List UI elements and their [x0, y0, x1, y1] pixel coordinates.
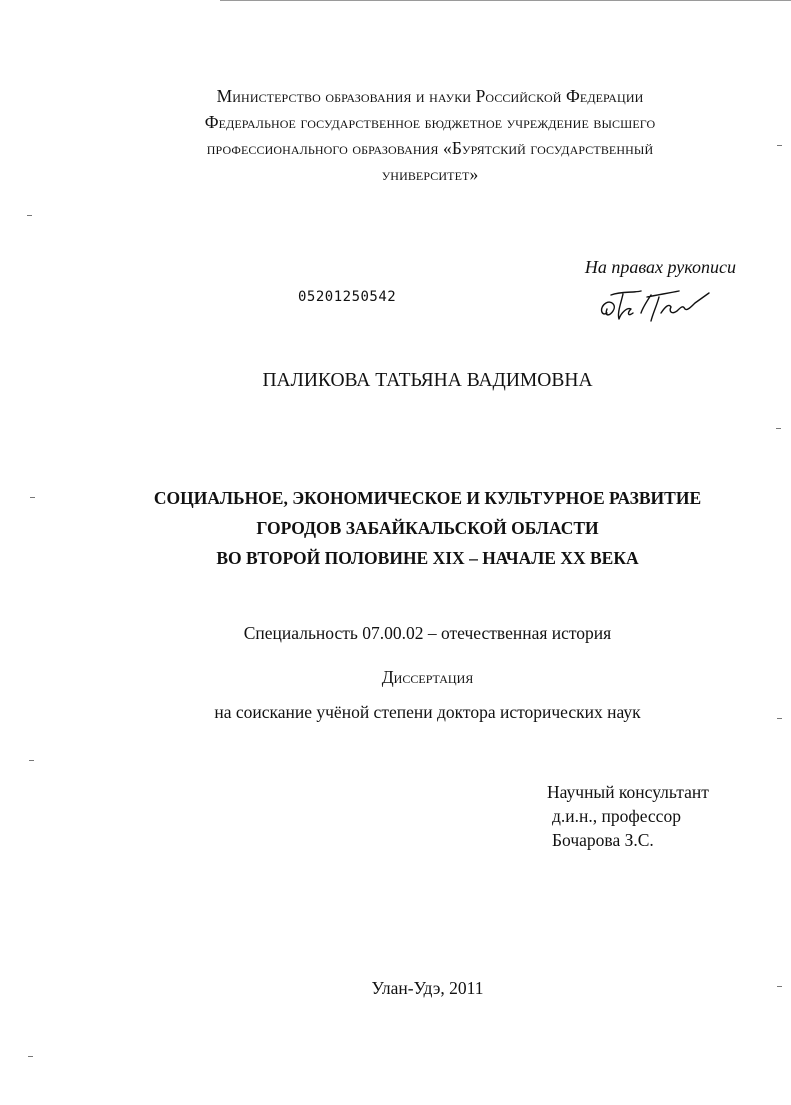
document-code: 05201250542 [298, 289, 397, 305]
degree-line: на соискание учёной степени доктора исторических наук [214, 702, 641, 722]
specialty-line: Специальность 07.00.02 – отечественная история [243, 623, 612, 643]
title-line: СОЦИАЛЬНОЕ, ЭКОНОМИЧЕСКОЕ И КУЛЬТУРНОЕ РАЗВИТИЕ [153, 488, 702, 508]
scan-speck [29, 760, 34, 761]
scan-speck [27, 215, 32, 216]
header-line: Федеральное государственное бюджетное учреждение высшего [204, 112, 656, 132]
scan-speck [777, 145, 782, 146]
header-line: университет» [381, 164, 479, 184]
document-type: Диссертация [381, 667, 474, 687]
author-name: ПАЛИКОВА ТАТЬЯНА ВАДИМОВНА [262, 370, 593, 391]
header-line: профессионального образования «Бурятский государственный [206, 138, 654, 158]
consultant-name: Бочарова З.С. [552, 830, 654, 850]
scan-speck [28, 1056, 33, 1057]
signature-icon [597, 283, 712, 325]
institution-header [120, 83, 740, 187]
manuscript-note: На правах рукописи [584, 257, 736, 277]
title-line: ВО ВТОРОЙ ПОЛОВИНЕ XIX – НАЧАЛЕ XX ВЕКА [216, 548, 639, 568]
scientific-consultant [547, 780, 709, 852]
consultant-credentials: д.и.н., профессор [552, 806, 681, 826]
dissertation-title [0, 483, 791, 573]
scan-speck [776, 428, 781, 429]
header-line: Министерство образования и науки Российской Федерации [216, 86, 644, 106]
consultant-role: Научный консультант [547, 782, 709, 802]
scan-border-line [220, 0, 791, 1]
title-line: ГОРОДОВ ЗАБАЙКАЛЬСКОЙ ОБЛАСТИ [256, 518, 599, 538]
city-year: Улан-Удэ, 2011 [371, 978, 484, 998]
